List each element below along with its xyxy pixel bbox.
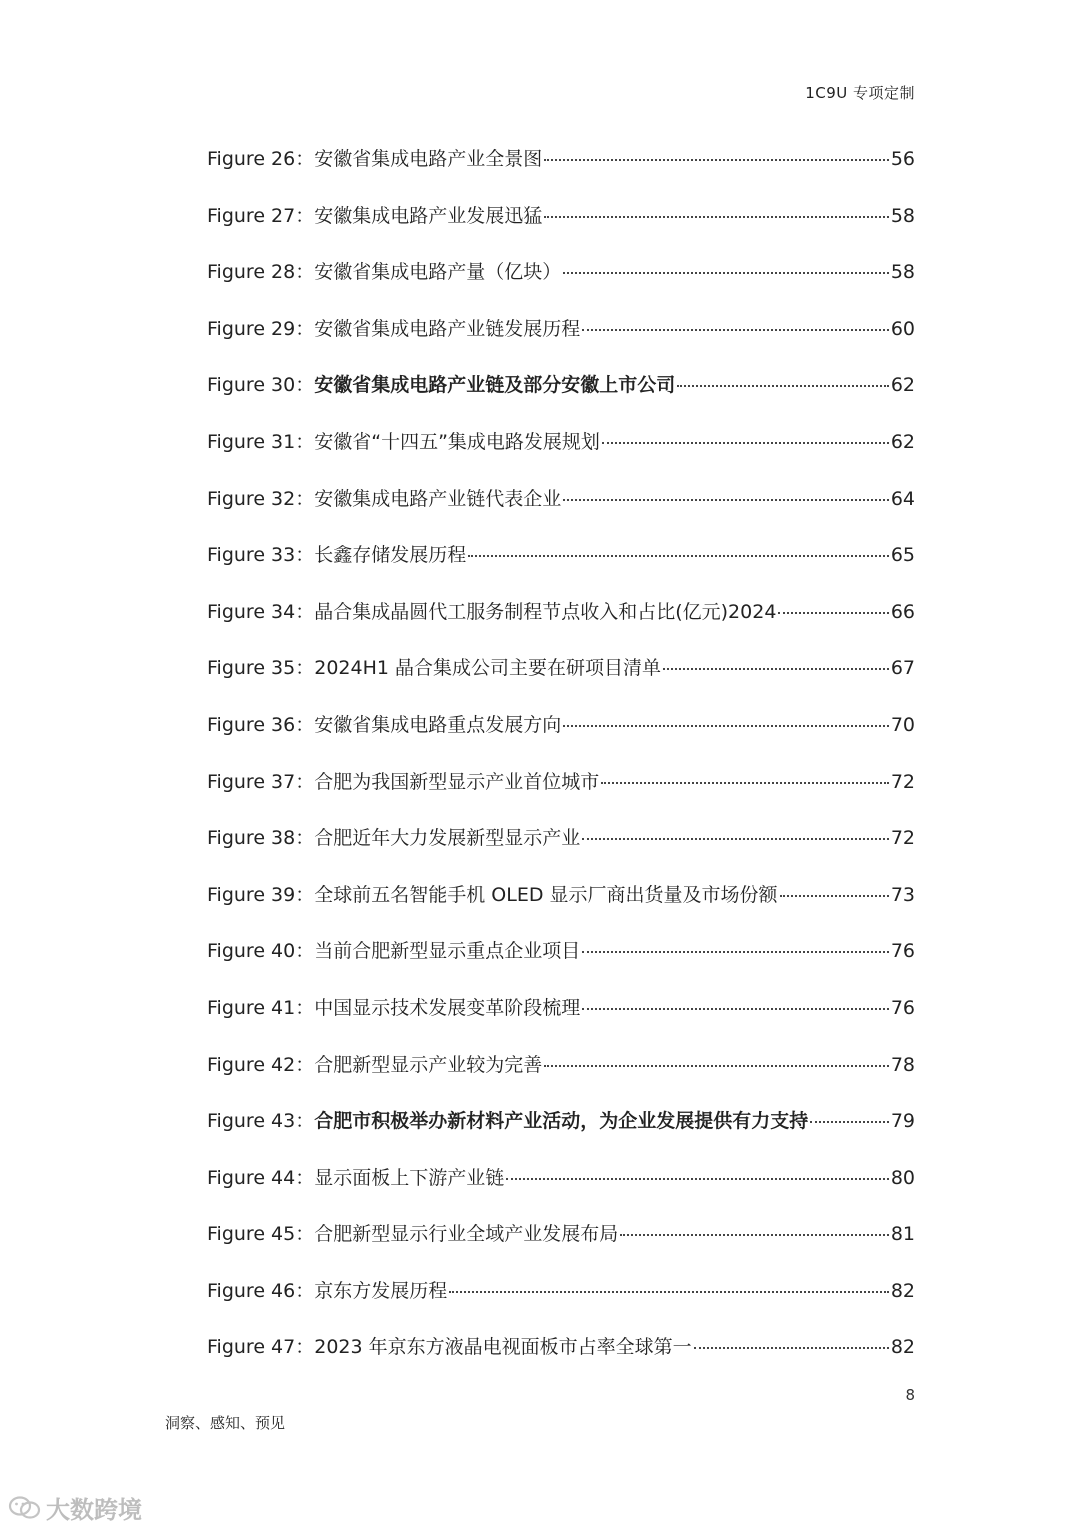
toc-figure-title: 合肥市积极举办新材料产业活动，为企业发展提供有力支持 — [314, 1110, 809, 1133]
toc-page-number: 78 — [890, 1053, 915, 1076]
toc-entry[interactable] — [207, 707, 915, 764]
toc-figure-title: 安徽省集成电路产业全景图 — [314, 148, 543, 170]
toc-figure-label: Figure 30： — [207, 374, 315, 397]
toc-page-number: 76 — [890, 996, 915, 1019]
toc-entry[interactable] — [207, 424, 915, 481]
toc-figure-title: 安徽集成电路产业链代表企业 — [314, 487, 562, 510]
toc-entry[interactable] — [207, 254, 915, 311]
toc-entry[interactable] — [207, 537, 915, 594]
toc-entry[interactable] — [207, 594, 915, 651]
watermark — [8, 1490, 142, 1525]
toc-dot-leader — [563, 499, 889, 501]
toc-figure-label: Figure 44： — [207, 1166, 315, 1189]
toc-entry[interactable] — [207, 198, 915, 255]
toc-figure-title: 安徽省“十四五”集成电路发展规划 — [314, 430, 600, 453]
toc-figure-label: Figure 27： — [207, 204, 315, 227]
toc-dot-leader — [468, 555, 889, 557]
footer-slogan: 洞察、感知、预见 — [165, 1414, 286, 1432]
toc-dot-leader — [810, 1121, 889, 1123]
toc-page-number: 73 — [890, 883, 915, 906]
toc-figure-label: Figure 41： — [207, 996, 315, 1019]
toc-figure-title: 京东方发展历程 — [314, 1279, 448, 1302]
toc-page-number: 60 — [890, 317, 915, 340]
toc-entry[interactable] — [207, 1160, 915, 1217]
toc-page-number: 67 — [890, 657, 915, 680]
toc-page-number: 58 — [890, 261, 915, 284]
toc-figure-title: 显示面板上下游产业链 — [314, 1166, 505, 1189]
toc-entry[interactable] — [207, 764, 915, 821]
toc-figure-title: 合肥新型显示行业全域产业发展布局 — [314, 1223, 619, 1246]
toc-entry[interactable] — [207, 990, 915, 1047]
toc-figure-title: 安徽省集成电路产业链及部分安徽上市公司 — [314, 374, 676, 397]
watermark-text: 大数跨境 — [46, 1496, 142, 1524]
toc-page-number: 72 — [890, 827, 915, 850]
toc-figure-label: Figure 38： — [207, 827, 315, 850]
toc-figure-label: Figure 47： — [207, 1336, 315, 1359]
toc-figure-label: Figure 28： — [207, 261, 315, 284]
toc-entry[interactable] — [207, 1216, 915, 1273]
toc-page-number: 65 — [890, 544, 915, 567]
toc-entry[interactable] — [207, 650, 915, 707]
toc-entry[interactable] — [207, 141, 915, 198]
toc-page-number: 82 — [890, 1279, 915, 1302]
page-number: 8 — [905, 1386, 915, 1404]
toc-dot-leader — [563, 725, 889, 727]
toc-figure-label: Figure 45： — [207, 1223, 315, 1246]
toc-figure-title: 安徽省集成电路产量（亿块） — [314, 261, 562, 284]
toc-page-number: 82 — [890, 1336, 915, 1359]
toc-figure-label: Figure 32： — [207, 487, 315, 510]
toc-page-number: 70 — [890, 713, 915, 736]
toc-page-number: 58 — [890, 204, 915, 227]
toc-dot-leader — [563, 272, 889, 274]
toc-figure-title: 合肥近年大力发展新型显示产业 — [314, 827, 581, 850]
toc-dot-leader — [544, 216, 889, 218]
toc-page-number: 81 — [890, 1223, 915, 1246]
toc-dot-leader — [582, 838, 889, 840]
toc-entry[interactable] — [207, 367, 915, 424]
toc-figure-label: Figure 42： — [207, 1053, 315, 1076]
toc-figure-title: 中国显示技术发展变革阶段梳理 — [314, 996, 581, 1019]
toc-page-number: 80 — [890, 1166, 915, 1189]
toc-dot-leader — [677, 385, 889, 387]
toc-dot-leader — [544, 1065, 889, 1067]
toc-figure-title: 全球前五名智能手机 OLED 显示厂商出货量及市场份额 — [314, 883, 778, 906]
toc-page-number: 79 — [890, 1110, 915, 1133]
toc-dot-leader — [694, 1347, 889, 1349]
toc-figure-label: Figure 40： — [207, 940, 315, 963]
toc-figure-label: Figure 29： — [207, 317, 315, 340]
toc-figure-title: 当前合肥新型显示重点企业项目 — [314, 940, 581, 963]
toc-figure-title: 2023 年京东方液晶电视面板市占率全球第一 — [314, 1336, 692, 1359]
toc-page-number: 66 — [890, 600, 915, 623]
toc-figure-title: 合肥为我国新型显示产业首位城市 — [314, 770, 600, 793]
toc-entry[interactable] — [207, 1103, 915, 1160]
toc-figure-title: 安徽集成电路产业发展迅猛 — [314, 204, 543, 227]
toc-list — [207, 141, 915, 1386]
toc-dot-leader — [582, 329, 889, 331]
toc-figure-label: Figure 31： — [207, 430, 315, 453]
toc-figure-title: 长鑫存储发展历程 — [314, 544, 467, 567]
toc-page-number: 56 — [890, 148, 915, 170]
header-tag: 1C9U 专项定制 — [805, 84, 915, 102]
toc-dot-leader — [601, 782, 889, 784]
toc-figure-title: 安徽省集成电路产业链发展历程 — [314, 317, 581, 340]
toc-entry[interactable] — [207, 820, 915, 877]
toc-dot-leader — [620, 1234, 889, 1236]
toc-figure-title: 安徽省集成电路重点发展方向 — [314, 713, 562, 736]
toc-entry[interactable] — [207, 877, 915, 934]
toc-figure-label: Figure 39： — [207, 883, 315, 906]
toc-dot-leader — [449, 1291, 889, 1293]
toc-dot-leader — [780, 895, 889, 897]
toc-entry[interactable] — [207, 481, 915, 538]
toc-page-number: 62 — [890, 374, 915, 397]
toc-page-number: 64 — [890, 487, 915, 510]
toc-entry[interactable] — [207, 1047, 915, 1104]
toc-dot-leader — [544, 159, 889, 161]
toc-entry[interactable] — [207, 1329, 915, 1386]
toc-dot-leader — [663, 668, 889, 670]
toc-figure-title: 晶合集成晶圆代工服务制程节点收入和占比(亿元)2024 — [314, 600, 777, 623]
toc-page-number: 72 — [890, 770, 915, 793]
toc-figure-label: Figure 33： — [207, 544, 315, 567]
toc-entry[interactable] — [207, 1273, 915, 1330]
toc-figure-label: Figure 37： — [207, 770, 315, 793]
toc-figure-label: Figure 34： — [207, 600, 315, 623]
wechat-logo-icon — [8, 1495, 42, 1521]
toc-dot-leader — [602, 442, 889, 444]
toc-page-number: 76 — [890, 940, 915, 963]
toc-dot-leader — [778, 612, 888, 614]
toc-figure-label: Figure 36： — [207, 713, 315, 736]
toc-figure-label: Figure 43： — [207, 1110, 315, 1133]
toc-dot-leader — [582, 1008, 889, 1010]
toc-figure-label: Figure 26： — [207, 148, 315, 170]
toc-dot-leader — [506, 1178, 889, 1180]
toc-figure-title: 合肥新型显示产业较为完善 — [314, 1053, 543, 1076]
toc-figure-label: Figure 35： — [207, 657, 315, 680]
toc-entry[interactable] — [207, 933, 915, 990]
toc-figure-title: 2024H1 晶合集成公司主要在研项目清单 — [314, 657, 662, 680]
toc-page-number: 62 — [890, 430, 915, 453]
toc-dot-leader — [582, 951, 889, 953]
toc-entry[interactable] — [207, 311, 915, 368]
toc-figure-label: Figure 46： — [207, 1279, 315, 1302]
